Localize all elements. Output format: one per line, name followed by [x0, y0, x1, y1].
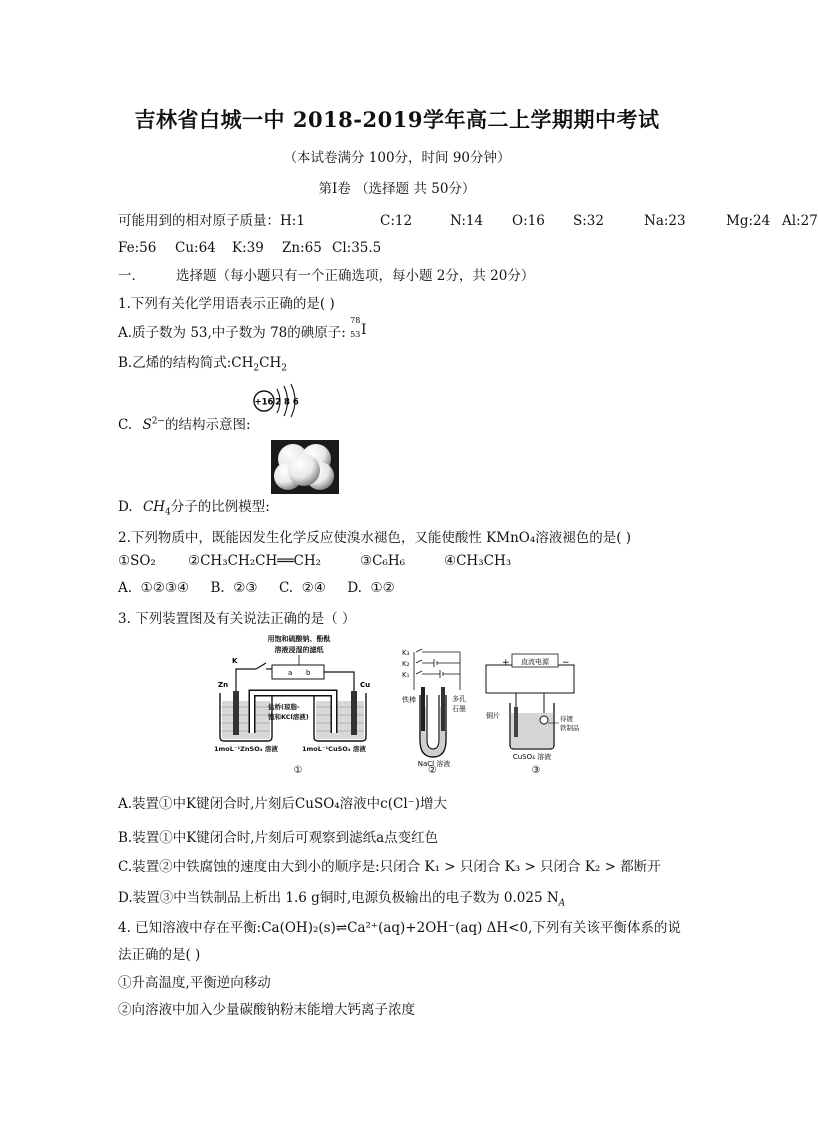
figure-1-galvanic-cell — [214, 633, 372, 778]
atom-mass: K:39 — [232, 240, 264, 256]
ion-charge: 2− — [151, 416, 165, 427]
q2-choices: A. ①②③④ B. ②③ C. ②④ D. ①② — [118, 580, 395, 596]
q1-c-label: C. — [118, 417, 133, 433]
q3-stem: 3. 下列装置图及有关说法正确的是（ ） — [118, 611, 356, 627]
exam-title: 吉林省白城一中 2018-2019学年高二上学期期中考试 — [134, 107, 660, 132]
switch-k-label: K — [232, 657, 238, 665]
q2-statement: ③C₆H₆ — [360, 553, 406, 569]
figure-number: ② — [428, 765, 437, 776]
atom-mass: Fe:56 — [118, 240, 157, 256]
atomic-number: 53 — [350, 330, 361, 339]
q4-stem-line1: 4. 已知溶液中存在平衡:Ca(OH)₂(s)⇌Ca²⁺(aq)+2OH⁻(aq) ΔH<0,下列有关该平衡体系的说 — [118, 920, 681, 936]
q1-option-d — [118, 495, 270, 518]
figure-3-electroplating — [482, 653, 578, 778]
q3-d-text: D.装置③中当铁制品上析出 1.6 g铜时,电源负极输出的电子数为 0.025 N — [118, 890, 559, 906]
q1-d-text: 分子的比例模型: — [170, 499, 270, 515]
figure-2-corrosion-u-tube — [400, 645, 470, 778]
subscript: 2 — [253, 363, 260, 374]
graphite-label: 多孔 — [452, 695, 466, 703]
iodine-nuclide — [350, 316, 368, 340]
mass-number: 78 — [350, 316, 361, 325]
q3-option-d — [118, 886, 565, 909]
q1-option-a — [118, 316, 368, 341]
negative-terminal: − — [562, 658, 570, 668]
molecule-formula: CH — [142, 499, 166, 515]
iron-item-label: 铁制品 — [560, 724, 580, 732]
positive-terminal: + — [502, 658, 510, 668]
q1-b-text: CH — [259, 355, 282, 371]
exam-subtitle: （本试卷满分 100分，时间 90分钟） — [283, 150, 511, 166]
salt-bridge-label: 饱和KCl溶液) — [268, 713, 309, 721]
dc-power-label: 直流电源 — [521, 658, 549, 666]
q3-option-a: A.装置①中K键闭合时,片刻后CuSO₄溶液中c(Cl⁻)增大 — [118, 796, 448, 812]
section-heading: 第Ⅰ卷 （选择题 共 50分） — [318, 181, 476, 197]
atom-mass: N:14 — [450, 213, 484, 229]
atom-mass: S:32 — [573, 213, 604, 229]
q1-a-text: A.质子数为 53,中子数为 78的碘原子: — [118, 325, 346, 341]
atom-mass: Al:27 — [782, 213, 818, 229]
point-b: b — [306, 669, 311, 677]
switch-k3-label: K₃ — [402, 649, 410, 657]
figure-number: ③ — [531, 765, 541, 776]
part-heading-text: 选择题（每小题只有一个正确选项，每小题 2分，共 20分） — [176, 268, 535, 284]
atom-mass: Zn:65 — [282, 240, 322, 256]
q4-statement-2: ②向溶液中加入少量碳酸钠粉末能增大钙离子浓度 — [118, 1002, 415, 1018]
filter-paper-label: 用饱和硫酸钠、酚酞 — [267, 635, 331, 643]
atom-mass: H:1 — [280, 213, 305, 229]
graphite-label: 石墨 — [452, 705, 466, 713]
nacl-solution-label: NaCl 溶液 — [417, 760, 451, 768]
q4-stem-line2: 法正确的是( ) — [118, 947, 201, 963]
sulfide-ion-structure-diagram — [252, 383, 302, 417]
atom-mass: O:16 — [512, 213, 545, 229]
cu-electrode-label: Cu — [360, 681, 371, 689]
q1-option-b — [118, 351, 287, 374]
copper-plate-label: 铜片 — [486, 712, 500, 720]
atom-mass: Na:23 — [644, 213, 686, 229]
ion-symbol: S — [142, 417, 152, 433]
shell-electrons: 2 8 6 — [275, 397, 299, 408]
cuso4-solution-label: 1moL⁻¹CuSO₄ 溶液 — [302, 745, 366, 753]
switch-k1-label: K₁ — [402, 671, 410, 679]
nucleus-charge: +16 — [254, 397, 274, 408]
atom-mass: C:12 — [380, 213, 413, 229]
cuso4-solution-label: CuSO₄ 溶液 — [512, 753, 552, 761]
q2-statements — [118, 553, 511, 569]
part-number: 一． — [118, 268, 145, 284]
atom-mass: Mg:24 — [726, 213, 771, 229]
atomic-masses-label: 可能用到的相对原子质量： — [118, 213, 280, 229]
q2-stem: 2.下列物质中，既能因发生化学反应使溴水褪色，又能使酸性 KMnO₄溶液褪色的是( ) — [118, 530, 632, 546]
q1-d-label: D. — [118, 499, 133, 515]
point-a: a — [288, 669, 293, 677]
subscript: 2 — [281, 363, 287, 374]
iron-item-label: 待镀 — [560, 715, 573, 723]
zn-electrode-label: Zn — [218, 681, 229, 689]
atomic-masses-row2 — [118, 240, 381, 256]
q2-statement: ②CH₃CH₂CH══CH₂ — [188, 553, 322, 569]
q1-b-text: B.乙烯的结构简式:CH — [118, 355, 254, 371]
salt-bridge-label: 盐桥(琼脂- — [268, 703, 300, 711]
figure-number: ① — [293, 765, 303, 776]
q1-stem: 1.下列有关化学用语表示正确的是( ) — [118, 296, 335, 312]
part-heading — [118, 264, 534, 284]
q1-c-text: 的结构示意图: — [164, 417, 251, 433]
q4-statement-1: ①升高温度,平衡逆向移动 — [118, 975, 271, 991]
znso4-solution-label: 1moL⁻¹ZnSO₄ 溶液 — [214, 745, 278, 753]
atom-mass: Cu:64 — [175, 240, 216, 256]
q3-option-c: C.装置②中铁腐蚀的速度由大到小的顺序是:只闭合 K₁ > 只闭合 K₃ > 只闭合 K₂ > 都断开 — [118, 859, 661, 875]
element-symbol: I — [361, 322, 367, 338]
q2-statement: ④CH₃CH₃ — [444, 553, 512, 569]
q2-statement: ①SO₂ — [118, 553, 156, 569]
methane-space-filling-model — [271, 440, 339, 494]
switch-k2-label: K₂ — [402, 660, 410, 668]
subscript: 4 — [165, 507, 171, 518]
atomic-masses-row1 — [118, 209, 818, 229]
iron-rod-label: 铁棒 — [402, 696, 416, 704]
subscript: A — [558, 898, 566, 909]
q3-option-b: B.装置①中K键闭合时,片刻后可观察到滤纸a点变红色 — [118, 830, 439, 846]
atom-mass: Cl:35.5 — [332, 240, 382, 256]
filter-paper-label: 溶液浸湿的滤纸 — [274, 646, 324, 654]
q1-option-c — [118, 413, 251, 433]
